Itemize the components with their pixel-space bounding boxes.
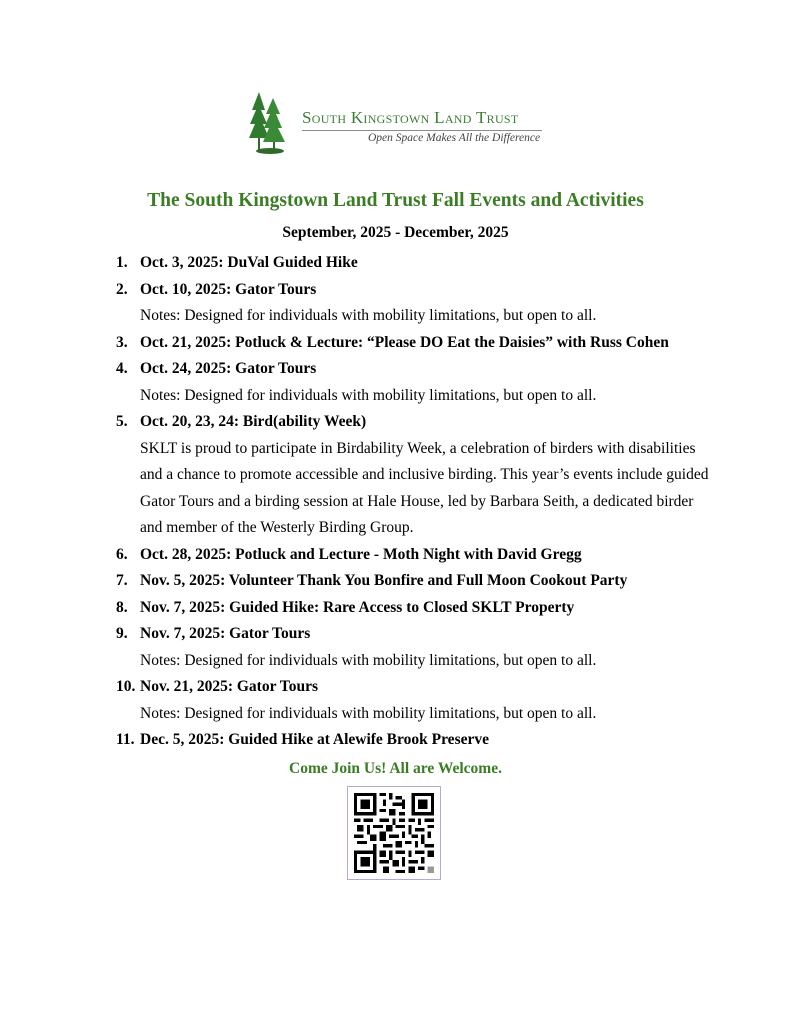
qr-code-icon <box>354 793 434 873</box>
pine-trees-icon <box>248 90 288 156</box>
event-title: Oct. 28, 2025: Potluck and Lecture - Moth Night with David Gregg <box>140 545 582 563</box>
page-title: The South Kingstown Land Trust Fall Events and Activities <box>147 190 644 211</box>
event-item <box>116 277 716 330</box>
event-item <box>116 330 716 357</box>
event-number: 9. <box>116 625 128 642</box>
event-note: Notes: Designed for individuals with mobility limitations, but open to all. <box>140 651 597 669</box>
event-title: Oct. 3, 2025: DuVal Guided Hike <box>140 254 358 271</box>
event-number: 10. <box>116 678 136 695</box>
event-number: 11. <box>116 731 135 748</box>
event-title: Nov. 5, 2025: Volunteer Thank You Bonfire and Full Moon Cookout Party <box>140 572 628 589</box>
event-number: 4. <box>116 360 128 377</box>
event-title: Oct. 20, 23, 24: Bird(ability Week) <box>140 413 367 430</box>
event-number: 7. <box>116 572 128 589</box>
event-title: Dec. 5, 2025: Guided Hike at Alewife Brook Preserve <box>140 731 489 748</box>
event-item <box>116 595 716 622</box>
event-number: 5. <box>116 413 128 430</box>
event-item <box>116 568 716 595</box>
event-item <box>116 250 716 277</box>
event-number: 3. <box>116 333 128 351</box>
logo <box>248 90 548 156</box>
event-title: Nov. 7, 2025: Gator Tours <box>140 625 311 642</box>
event-item <box>116 409 716 542</box>
event-note: Notes: Designed for individuals with mobility limitations, but open to all. <box>140 704 597 722</box>
events-list <box>116 250 716 754</box>
event-description: SKLT is proud to participate in Birdability Week, a celebration of birders with disabilities and a chance to promote accessible and inclusive birding. This year’s events include guided Gator Tours and a birding session at Hale House, led by Barbara Seith, a dedicated birder and member of the Westerly Birding Group. <box>140 439 709 536</box>
qr-code[interactable] <box>347 786 441 880</box>
event-title: Oct. 10, 2025: Gator Tours <box>140 280 317 298</box>
logo-tagline: Open Space Makes All the Difference <box>368 132 541 144</box>
event-title: Oct. 24, 2025: Gator Tours <box>140 360 317 377</box>
event-number: 6. <box>116 545 128 563</box>
welcome-message: Come Join Us! All are Welcome. <box>289 760 502 777</box>
event-number: 8. <box>116 598 128 616</box>
event-item <box>116 621 716 674</box>
logo-name: South Kingstown Land Trust <box>302 108 519 127</box>
event-item <box>116 542 716 569</box>
date-range: September, 2025 - December, 2025 <box>282 224 509 241</box>
event-note: Notes: Designed for individuals with mobility limitations, but open to all. <box>140 307 597 324</box>
event-item <box>116 727 716 754</box>
event-number: 2. <box>116 280 128 298</box>
event-title: Nov. 7, 2025: Guided Hike: Rare Access to Closed SKLT Property <box>140 598 575 616</box>
event-item <box>116 356 716 409</box>
event-title: Oct. 21, 2025: Potluck & Lecture: “Please DO Eat the Daisies” with Russ Cohen <box>140 333 669 351</box>
event-title: Nov. 21, 2025: Gator Tours <box>140 678 318 695</box>
event-item <box>116 674 716 727</box>
event-number: 1. <box>116 254 128 271</box>
logo-divider <box>302 130 542 131</box>
event-note: Notes: Designed for individuals with mobility limitations, but open to all. <box>140 386 597 404</box>
